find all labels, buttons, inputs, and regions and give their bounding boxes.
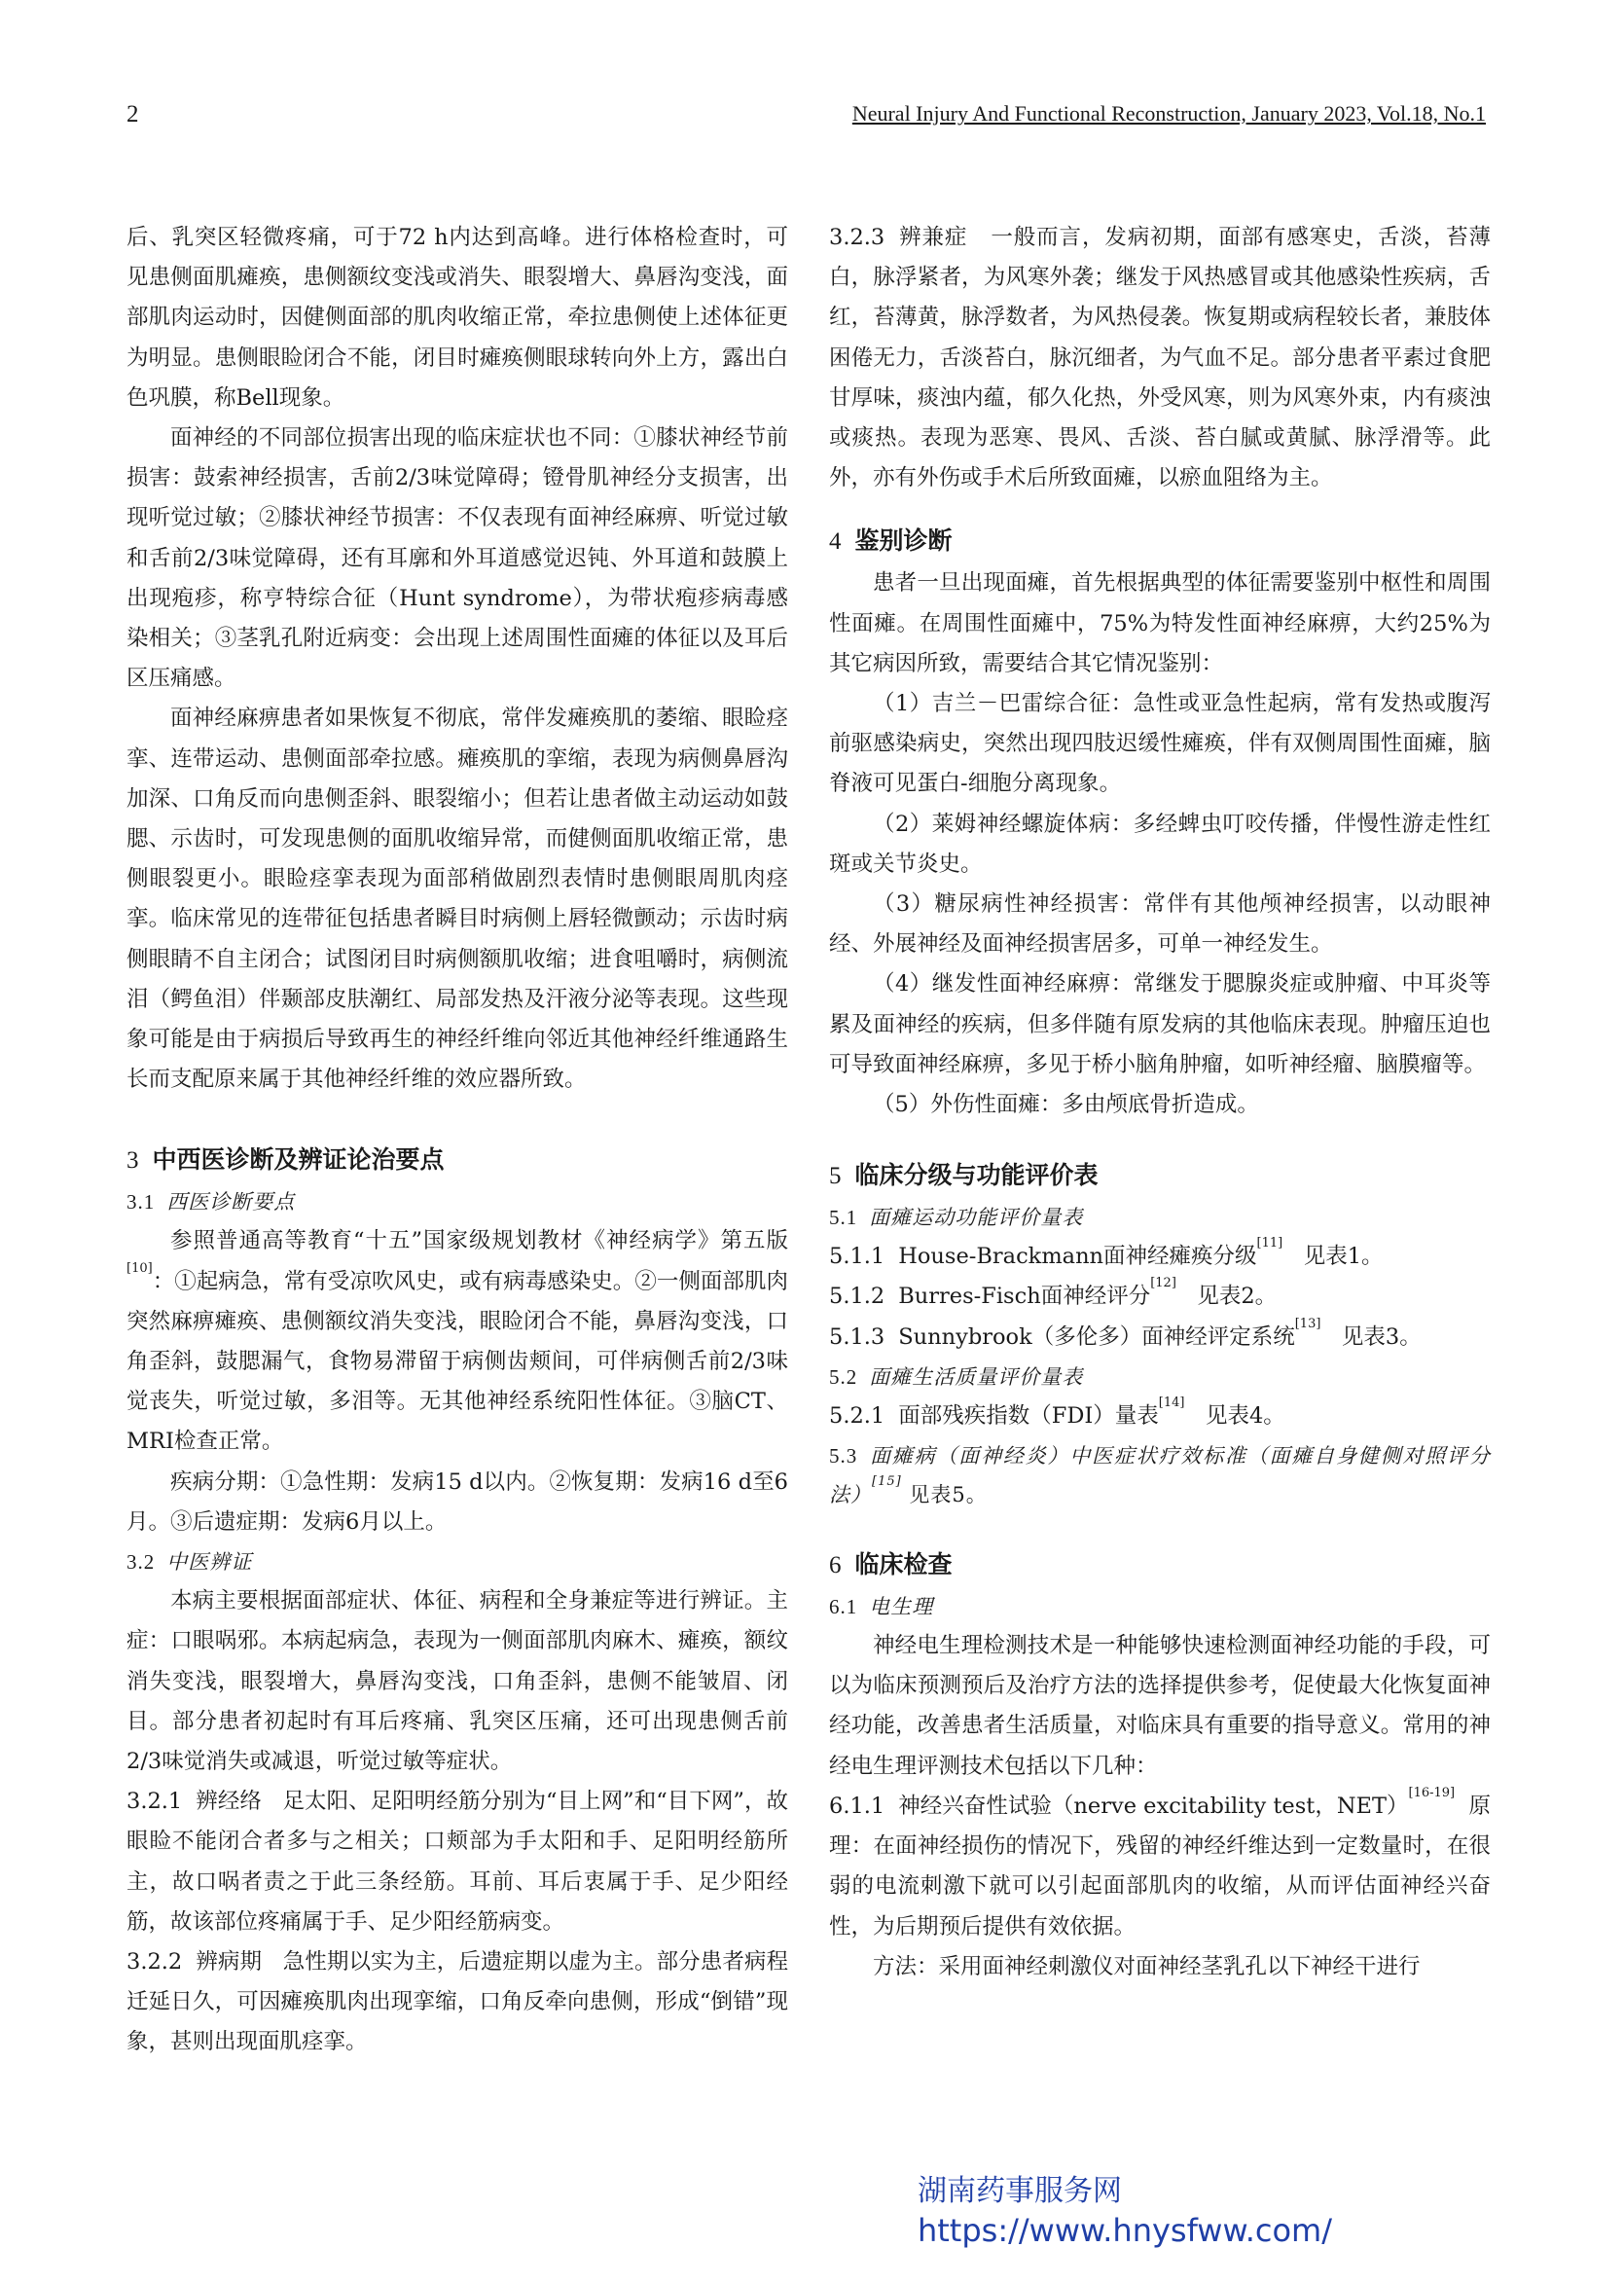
subsection-heading-6-1: 6.1 电生理: [829, 1595, 934, 1619]
section-heading-3: [126, 1139, 788, 1182]
citation: [10]: [126, 1260, 153, 1276]
paragraph: 本病主要根据面部症状、体征、病程和全身兼症等进行辨证。主症：口眼㖞邪。本病起病急，表现为一侧面部肌肉麻木、瘫痪，额纹消失变浅，眼裂增大，鼻唇沟变浅，口角歪斜，患侧不能皱眉、闭目。部分患者初起时有耳后疼痛、乳突区压痛，还可出现患侧舌前2/3味觉消失或减退，听觉过敏等症状。: [126, 1588, 788, 1774]
paragraph: 6.1.1 神经兴奋性试验（nerve excitability test，NET）[16-19] 原理：在面神经损伤的情况下，残留的神经纤维达到一定数量时，在很弱的电流刺激下就可以引起面部肌肉的收缩，从而评估面神经兴奋性，为后期预后提供有效依据。: [829, 1785, 1491, 1940]
left-column: [126, 218, 788, 2063]
paragraph: 患者一旦出现面瘫，首先根据典型的体征需要鉴别中枢性和周围性面瘫。在周围性面瘫中，75%为特发性面神经麻痹，大约25%为其它病因所致，需要结合其它情况鉴别：: [829, 570, 1491, 676]
scale-item: 5.2.1 面部残疾指数（FDI）量表[14] 见表4。: [829, 1395, 1285, 1429]
paragraph: 3.2.2 辨病期 急性期以实为主，后遗症期以虚为主。部分患者病程迁延日久，可因瘫痪肌肉出现挛缩，口角反牵向患侧，形成“倒错”现象，甚则出现面肌痉挛。: [126, 1948, 788, 2055]
citation: [11]: [1256, 1236, 1283, 1251]
differential-item: （5）外伤性面瘫：多由颅底骨折造成。: [873, 1092, 1259, 1118]
differential-item: （2）莱姆神经螺旋体病：多经蜱虫叮咬传播，伴慢性游走性红斑或关节炎史。: [829, 811, 1491, 877]
subsection-heading-5-1: 5.1 面瘫运动功能评价量表: [829, 1206, 1084, 1230]
section-title: 中西医诊断及辨证论治要点: [152, 1145, 445, 1175]
paragraph: 面神经的不同部位损害出现的临床症状也不同：①膝状神经节前损害：鼓索神经损害，舌前2/3味觉障碍；镫骨肌神经分支损害，出现听觉过敏；②膝状神经节损害：不仅表现有面神经麻痹、听觉过敏和舌前2/3味觉障碍，还有耳廓和外耳道感觉迟钝、外耳道和鼓膜上出现疱疹，称亨特综合征（Hunt syndrome），为带状疱疹病毒感染相关；③茎乳孔附近病变：会出现上述周围性面瘫的体征以及耳后区压痛感。: [126, 425, 788, 692]
watermark: [918, 2172, 1332, 2250]
citation: [14]: [1158, 1395, 1185, 1410]
paragraph: 后、乳突区轻微疼痛，可于72 h内达到高峰。进行体格检查时，可见患侧面肌瘫痪，患侧额纹变浅或消失、眼裂增大、鼻唇沟变浅，面部肌肉运动时，因健侧面部的肌肉收缩正常，牵拉患侧使上述体征更为明显。患侧眼睑闭合不能，闭目时瘫痪侧眼球转向外上方，露出白色巩膜，称Bell现象。: [126, 225, 788, 411]
subsection-heading-5-3: 5.3 面瘫病（面神经炎）中医症状疗效标准（面瘫自身健侧对照评分法）[15] 见表5。: [829, 1444, 1491, 1507]
subsection-heading-5-2: 5.2 面瘫生活质量评价量表: [829, 1364, 1084, 1389]
citation: [16-19]: [1408, 1785, 1456, 1800]
running-head: Neural Injury And Functional Reconstruction, January 2023, Vol.18, No.1: [851, 101, 1486, 126]
paragraph: 参照普通高等教育“十五”国家级规划教材《神经病学》第五版[10]：①起病急，常有受凉吹风史，或有病毒感染史。②一侧面部肌肉突然麻痹瘫痪、患侧额纹消失变浅，眼睑闭合不能，鼻唇沟变浅，口角歪斜，鼓腮漏气，食物易滞留于病侧齿颊间，可伴病侧舌前2/3味觉丧失，听觉过敏，多泪等。无其他神经系统阳性体征。③脑CT、MRI检查正常。: [126, 1228, 788, 1455]
section-heading-6: 6 临床检查: [829, 1550, 953, 1579]
section-heading-5: 5 临床分级与功能评价表: [829, 1161, 1099, 1190]
citation: [12]: [1150, 1276, 1176, 1291]
section-number: 3: [126, 1147, 139, 1175]
paragraph: 方法：采用面神经刺激仪对面神经茎乳孔以下神经干进行: [873, 1953, 1421, 1979]
paragraph: 3.2.3 辨兼症 一般而言，发病初期，面部有感寒史，舌淡，苔薄白，脉浮紧者，为风寒外袭；继发于风热感冒或其他感染性疾病，舌红，苔薄黄，脉浮数者，为风热侵袭。恢复期或病程较长者，兼肢体困倦无力，舌淡苔白，脉沉细者，为气血不足。部分患者平素过食肥甘厚味，痰浊内蕴，郁久化热，外受风寒，则为风寒外束，内有痰浊或痰热。表现为恶寒、畏风、舌淡、苔白腻或黄腻、脉浮滑等。此外，亦有外伤或手术后所致面瘫，以瘀血阻络为主。: [829, 225, 1491, 491]
scale-item: 5.1.2 Burres-Fisch面神经评分[12] 见表2。: [829, 1276, 1278, 1310]
subsection-heading-3-1: 3.1 西医诊断要点: [126, 1190, 296, 1215]
subsection-heading-3-2: 3.2 中医辨证: [126, 1550, 253, 1575]
paragraph: 面神经麻痹患者如果恢复不彻底，常伴发瘫痪肌的萎缩、眼睑痉挛、连带运动、患侧面部牵拉感。瘫痪肌的挛缩，表现为病侧鼻唇沟加深、口角反而向患侧歪斜、眼裂缩小；但若让患者做主动运动如鼓腮、示齿时，可发现患侧的面肌收缩异常，而健侧面肌收缩正常，患侧眼裂更小。眼睑痉挛表现为面部稍做剧烈表情时患侧眼周肌肉痉挛。临床常见的连带征包括患者瞬目时病侧上唇轻微颤动；示齿时病侧眼睛不自主闭合；试图闭目时病侧额肌收缩；进食咀嚼时，病侧流泪（鳄鱼泪）伴颞部皮肤潮红、局部发热及汗液分泌等表现。这些现象可能是由于病损后导致再生的神经纤维向邻近其他神经纤维通路生长而支配原来属于其他神经纤维的效应器所致。: [126, 706, 788, 1093]
differential-item: （1）吉兰－巴雷综合征：急性或亚急性起病，常有发热或腹泻前驱感染病史，突然出现四肢迟缓性瘫痪，伴有双侧周围性面瘫，脑脊液可见蛋白-细胞分离现象。: [829, 691, 1491, 797]
differential-item: （4）继发性面神经麻痹：常继发于腮腺炎症或肿瘤、中耳炎等累及面神经的疾病，但多伴随有原发病的其他临床表现。肿瘤压迫也可导致面神经麻痹，多见于桥小脑角肿瘤，如听神经瘤、脑膜瘤等。: [829, 971, 1491, 1077]
paragraph: 3.2.1 辨经络 足太阳、足阳明经筋分别为“目上网”和“目下网”，故眼睑不能闭合者多与之相关；口颊部为手太阳和手、足阳明经筋所主，故口㖞者责之于此三条经筋。耳前、耳后衷属于手、足少阳经筋，故该部位疼痛属于手、足少阳经筋病变。: [126, 1789, 788, 1935]
scale-item: 5.1.1 House-Brackmann面神经瘫痪分级[11] 见表1。: [829, 1236, 1384, 1270]
differential-item: （3）糖尿病性神经损害：常伴有其他颅神经损害，以动眼神经、外展神经及面神经损害居多，可单一神经发生。: [829, 891, 1491, 958]
watermark-url[interactable]: https://www.hnysfww.com/: [917, 2212, 1332, 2249]
citation: [13]: [1294, 1316, 1321, 1331]
scale-item: 5.1.3 Sunnybrook（多伦多）面神经评定系统[13] 见表3。: [829, 1316, 1422, 1350]
watermark-name: 湖南药事服务网: [917, 2174, 1122, 2208]
paragraph: 神经电生理检测技术是一种能够快速检测面神经功能的手段，可以为临床预测预后及治疗方法的选择提供参考，促使最大化恢复面神经功能，改善患者生活质量，对临床具有重要的指导意义。常用的神经电生理评测技术包括以下几种：: [829, 1633, 1491, 1779]
paragraph: 疾病分期：①急性期：发病15 d以内。②恢复期：发病16 d至6月。③后遗症期：发病6月以上。: [126, 1468, 788, 1535]
page-number: 2: [126, 101, 139, 127]
citation: [15]: [872, 1474, 902, 1490]
right-column: [829, 218, 1491, 1987]
section-heading-4: 4 鉴别诊断: [829, 526, 953, 556]
